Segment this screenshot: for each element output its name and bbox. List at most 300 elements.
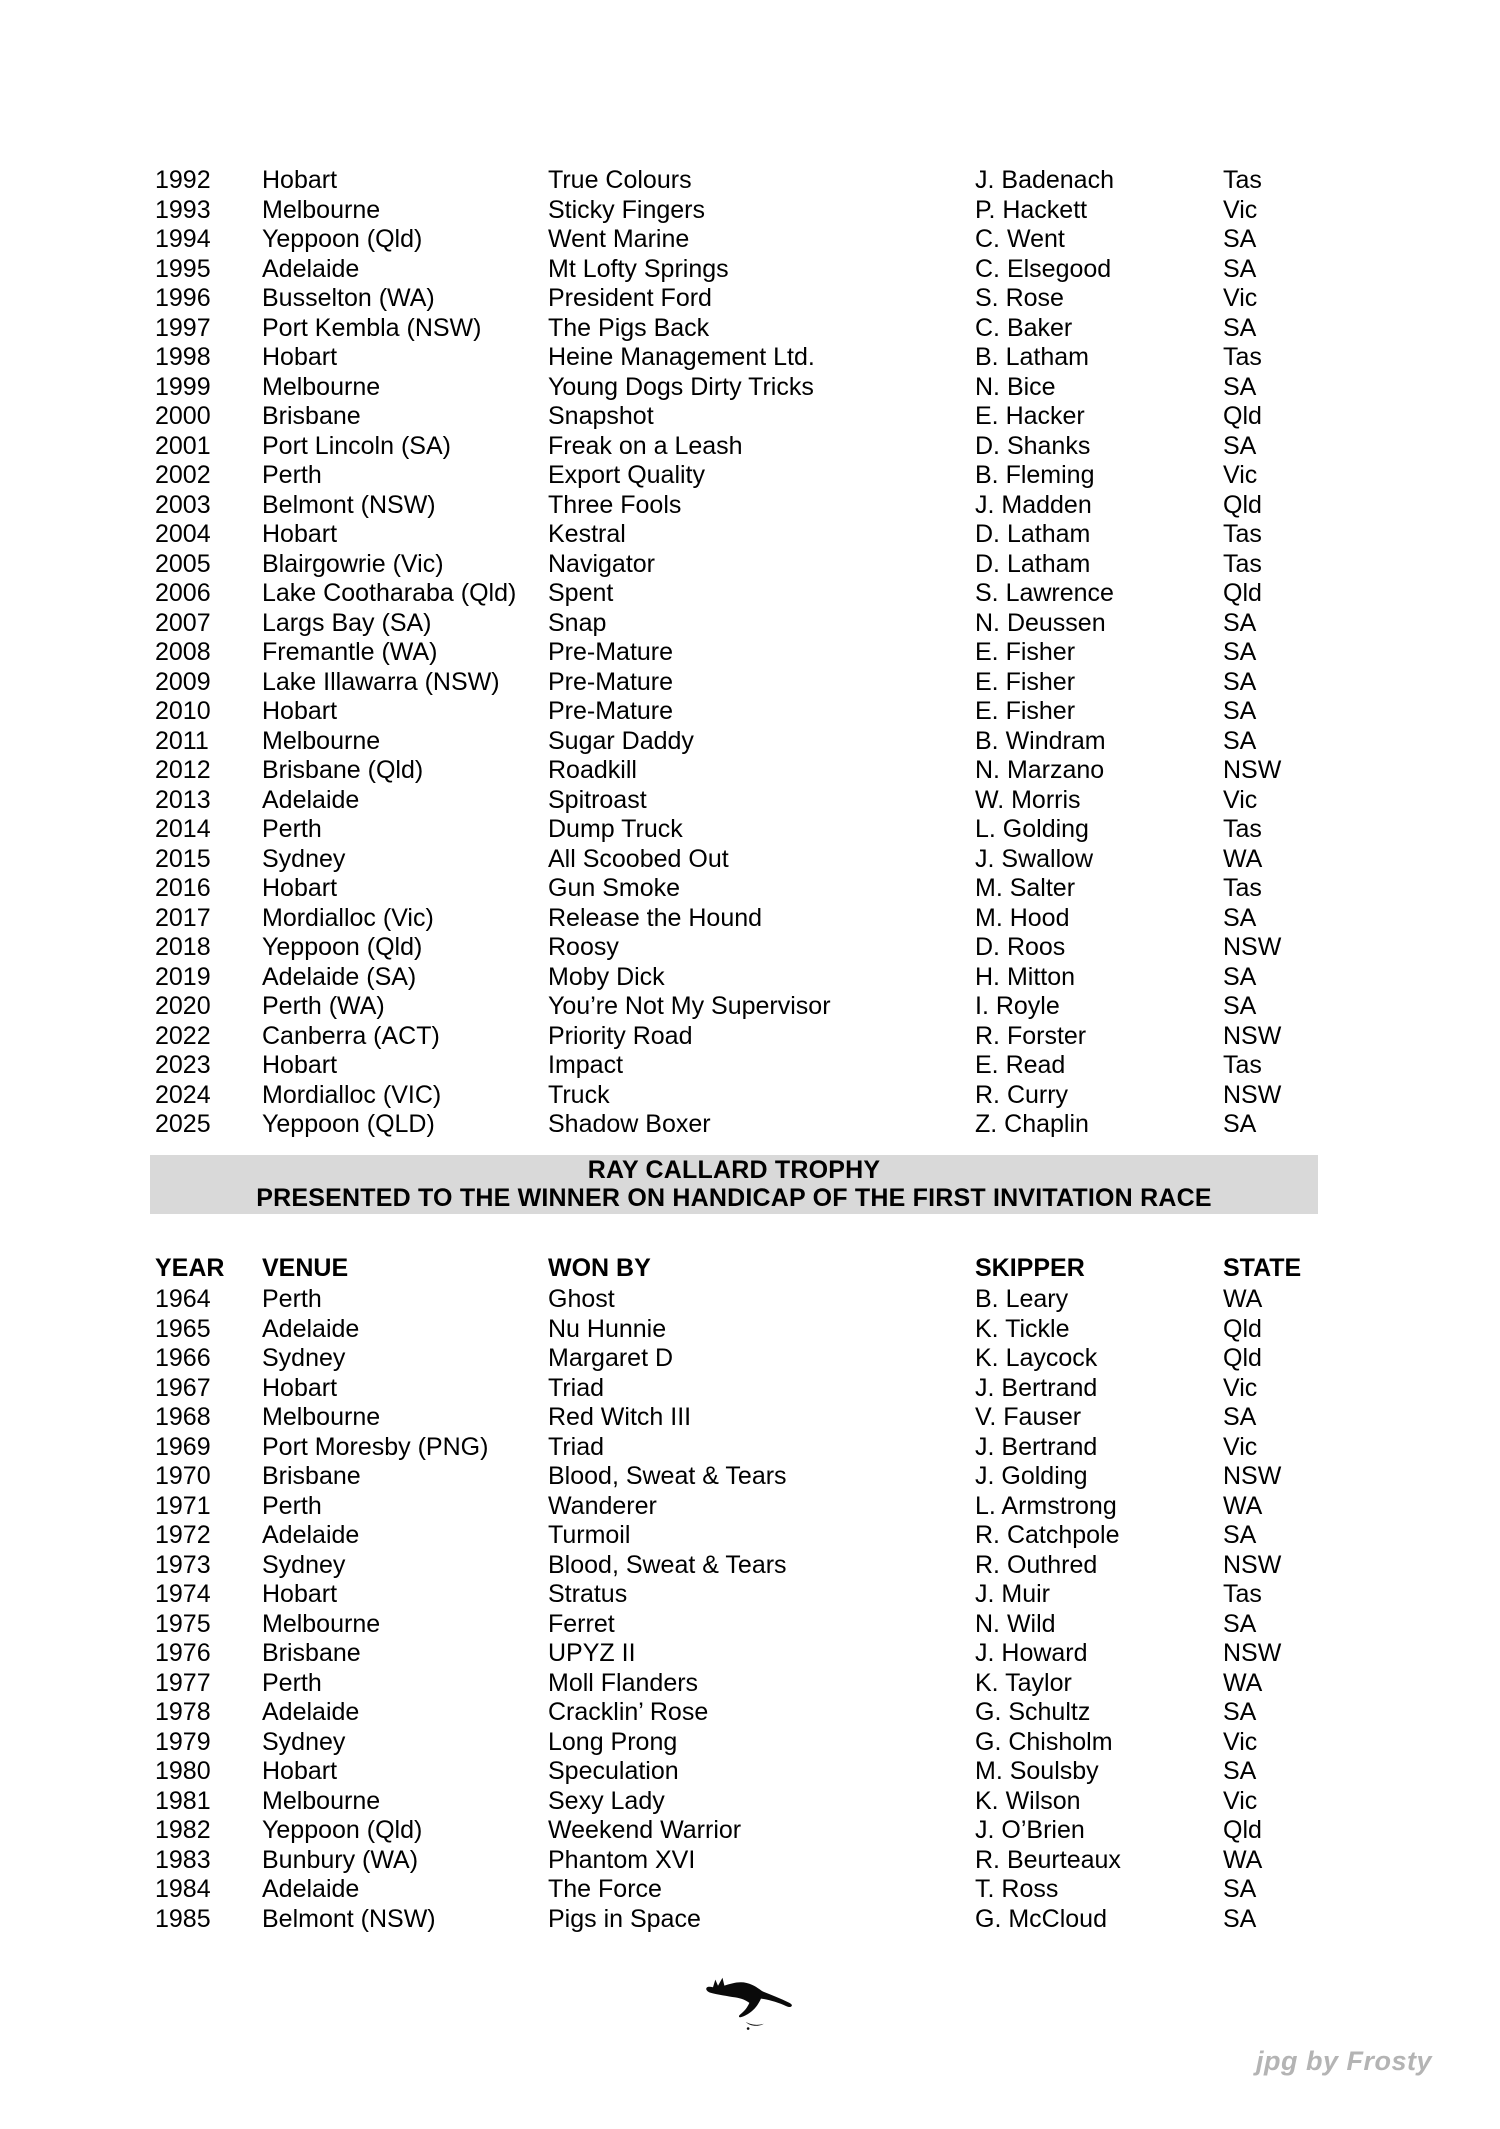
venue-cell: Belmont (NSW) [262, 1904, 436, 1933]
state-cell: Tas [1223, 874, 1262, 902]
won-by-cell: All Scoobed Out [548, 844, 729, 873]
state-cell: WA [1223, 1668, 1263, 1697]
table-row [155, 1639, 1395, 1669]
year-cell: 1975 [155, 1609, 211, 1638]
venue-cell: Adelaide (SA) [262, 962, 417, 991]
venue-cell: Port Kembla (NSW) [262, 313, 482, 342]
table-row [155, 373, 1395, 403]
skipper-cell: R. Curry [975, 1080, 1069, 1109]
won-by-cell: Blood, Sweat & Tears [548, 1462, 787, 1490]
skipper-cell: R. Outhred [975, 1550, 1098, 1579]
table-row [155, 1521, 1395, 1551]
year-cell: 2014 [155, 815, 211, 843]
won-by-cell: Roadkill [548, 756, 637, 784]
year-cell: 2020 [155, 992, 211, 1020]
state-cell: NSW [1223, 933, 1282, 961]
venue-cell: Port Lincoln (SA) [262, 431, 451, 460]
skipper-cell: S. Lawrence [975, 579, 1114, 607]
won-by-cell: Moby Dick [548, 962, 665, 991]
skipper-cell: J. O’Brien [975, 1816, 1085, 1844]
state-cell: SA [1223, 372, 1257, 401]
venue-cell: Hobart [262, 1373, 338, 1402]
skipper-cell: N. Deussen [975, 608, 1106, 637]
won-by-cell: Navigator [548, 549, 655, 578]
venue-cell: Yeppoon (Qld) [262, 225, 423, 253]
table-row [155, 166, 1395, 196]
table-row [155, 225, 1395, 255]
year-cell: 2016 [155, 874, 211, 902]
column-header-state: STATE [1223, 1254, 1302, 1282]
table-row [155, 579, 1395, 609]
year-cell: 2004 [155, 520, 211, 548]
table-row [155, 638, 1395, 668]
skipper-cell: M. Salter [975, 874, 1076, 902]
table-row [155, 550, 1395, 580]
year-cell: 2007 [155, 608, 211, 637]
state-cell: Qld [1223, 402, 1262, 430]
venue-cell: Lake Cootharaba (Qld) [262, 579, 517, 607]
state-cell: Vic [1223, 1432, 1258, 1461]
table-header-row [155, 1254, 1395, 1284]
venue-cell: Hobart [262, 166, 338, 194]
won-by-cell: You’re Not My Supervisor [548, 992, 831, 1020]
skipper-cell: J. Golding [975, 1462, 1088, 1490]
year-cell: 2010 [155, 697, 211, 725]
state-cell: SA [1223, 225, 1257, 253]
won-by-cell: Cracklin’ Rose [548, 1698, 709, 1726]
venue-cell: Largs Bay (SA) [262, 608, 432, 637]
skipper-cell: I. Royle [975, 992, 1060, 1020]
state-cell: Qld [1223, 579, 1262, 607]
won-by-cell: Three Fools [548, 490, 682, 519]
year-cell: 1969 [155, 1432, 211, 1461]
state-cell: Qld [1223, 490, 1262, 519]
skipper-cell: D. Latham [975, 549, 1091, 578]
skipper-cell: C. Baker [975, 313, 1073, 342]
venue-cell: Hobart [262, 520, 338, 548]
skipper-cell: E. Fisher [975, 697, 1076, 725]
won-by-cell: Release the Hound [548, 903, 763, 932]
table-row [155, 1610, 1395, 1640]
state-cell: NSW [1223, 756, 1282, 784]
skipper-cell: D. Latham [975, 520, 1091, 548]
year-cell: 1985 [155, 1904, 211, 1933]
won-by-cell: Mt Lofty Springs [548, 254, 729, 283]
venue-cell: Melbourne [262, 195, 381, 224]
table-row [155, 402, 1395, 432]
venue-cell: Adelaide [262, 1314, 360, 1343]
honour-roll-table-continued [155, 166, 1395, 1140]
state-cell: Tas [1223, 1580, 1262, 1608]
skipper-cell: W. Morris [975, 785, 1081, 814]
year-cell: 2008 [155, 638, 211, 666]
skipper-cell: M. Hood [975, 903, 1070, 932]
state-cell: Vic [1223, 1727, 1258, 1756]
skipper-cell: B. Windram [975, 726, 1106, 755]
venue-cell: Sydney [262, 844, 346, 873]
skipper-cell: Z. Chaplin [975, 1110, 1089, 1138]
year-cell: 1983 [155, 1845, 211, 1874]
won-by-cell: Gun Smoke [548, 874, 681, 902]
year-cell: 1999 [155, 372, 211, 401]
table-row [155, 815, 1395, 845]
table-row [155, 697, 1395, 727]
skipper-cell: N. Bice [975, 372, 1056, 401]
venue-cell: Hobart [262, 343, 338, 371]
state-cell: SA [1223, 431, 1257, 460]
venue-cell: Melbourne [262, 726, 381, 755]
year-cell: 1967 [155, 1373, 211, 1402]
table-row [155, 284, 1395, 314]
table-row [155, 874, 1395, 904]
venue-cell: Adelaide [262, 254, 360, 283]
state-cell: Vic [1223, 1373, 1258, 1402]
won-by-cell: Nu Hunnie [548, 1314, 667, 1343]
venue-cell: Hobart [262, 697, 338, 725]
skipper-cell: H. Mitton [975, 962, 1076, 991]
state-cell: WA [1223, 844, 1263, 873]
won-by-cell: Spent [548, 579, 614, 607]
column-header-won-by: WON BY [548, 1254, 651, 1282]
venue-cell: Adelaide [262, 785, 360, 814]
table-row [155, 609, 1395, 639]
table-row [155, 1403, 1395, 1433]
skipper-cell: E. Read [975, 1051, 1066, 1079]
venue-cell: Yeppoon (Qld) [262, 1816, 423, 1844]
won-by-cell: Triad [548, 1432, 605, 1461]
won-by-cell: Spitroast [548, 785, 647, 814]
table-row [155, 1462, 1395, 1492]
year-cell: 1964 [155, 1285, 211, 1313]
won-by-cell: Ferret [548, 1609, 615, 1638]
year-cell: 1997 [155, 313, 211, 342]
state-cell: NSW [1223, 1639, 1282, 1667]
year-cell: 2023 [155, 1051, 211, 1079]
won-by-cell: Wanderer [548, 1491, 657, 1520]
won-by-cell: Turmoil [548, 1521, 631, 1549]
skipper-cell: V. Fauser [975, 1403, 1082, 1431]
state-cell: SA [1223, 992, 1257, 1020]
won-by-cell: Dump Truck [548, 815, 683, 843]
skipper-cell: B. Latham [975, 343, 1089, 371]
state-cell: Vic [1223, 195, 1258, 224]
won-by-cell: Priority Road [548, 1021, 693, 1050]
table-row [155, 1905, 1395, 1935]
table-row [155, 1081, 1395, 1111]
state-cell: Tas [1223, 520, 1262, 548]
table-row [155, 1315, 1395, 1345]
section-banner [150, 1155, 1318, 1214]
won-by-cell: UPYZ II [548, 1639, 636, 1667]
won-by-cell: Impact [548, 1051, 624, 1079]
section-subtitle: PRESENTED TO THE WINNER ON HANDICAP OF THE FIRST INVITATION RACE [256, 1183, 1212, 1212]
year-cell: 2013 [155, 785, 211, 814]
year-cell: 1994 [155, 225, 211, 253]
year-cell: 1966 [155, 1344, 211, 1372]
table-row [155, 904, 1395, 934]
table-row [155, 1580, 1395, 1610]
won-by-cell: The Pigs Back [548, 313, 710, 342]
state-cell: Tas [1223, 549, 1262, 578]
year-cell: 2000 [155, 402, 211, 430]
won-by-cell: Sticky Fingers [548, 195, 705, 224]
skipper-cell: B. Leary [975, 1285, 1069, 1313]
won-by-cell: Truck [548, 1080, 610, 1109]
venue-cell: Perth [262, 1285, 322, 1313]
table-row [155, 1051, 1395, 1081]
skipper-cell: R. Catchpole [975, 1521, 1120, 1549]
won-by-cell: Freak on a Leash [548, 431, 743, 460]
won-by-cell: Snapshot [548, 402, 654, 430]
kangaroo-icon [703, 1970, 798, 2032]
year-cell: 2001 [155, 431, 211, 460]
won-by-cell: Long Prong [548, 1727, 678, 1756]
state-cell: SA [1223, 1904, 1257, 1933]
won-by-cell: Margaret D [548, 1344, 674, 1372]
table-row [155, 1787, 1395, 1817]
skipper-cell: B. Fleming [975, 461, 1095, 489]
state-cell: SA [1223, 726, 1257, 755]
venue-cell: Perth [262, 1668, 322, 1697]
won-by-cell: Heine Management Ltd. [548, 343, 815, 371]
won-by-cell: Pre-Mature [548, 667, 674, 696]
venue-cell: Hobart [262, 1757, 338, 1785]
state-cell: SA [1223, 667, 1257, 696]
state-cell: Vic [1223, 461, 1258, 489]
skipper-cell: J. Bertrand [975, 1373, 1098, 1402]
state-cell: Qld [1223, 1344, 1262, 1372]
state-cell: Tas [1223, 1051, 1262, 1079]
year-cell: 1976 [155, 1639, 211, 1667]
state-cell: SA [1223, 962, 1257, 991]
venue-cell: Yeppoon (QLD) [262, 1110, 435, 1138]
state-cell: Tas [1223, 815, 1262, 843]
table-row [155, 756, 1395, 786]
skipper-cell: R. Forster [975, 1021, 1087, 1050]
table-row [155, 1551, 1395, 1581]
won-by-cell: Weekend Warrior [548, 1816, 742, 1844]
year-cell: 2005 [155, 549, 211, 578]
year-cell: 2015 [155, 844, 211, 873]
won-by-cell: Pre-Mature [548, 697, 674, 725]
year-cell: 1965 [155, 1314, 211, 1343]
state-cell: SA [1223, 1403, 1257, 1431]
won-by-cell: Triad [548, 1373, 605, 1402]
won-by-cell: Young Dogs Dirty Tricks [548, 372, 814, 401]
skipper-cell: J. Bertrand [975, 1432, 1098, 1461]
year-cell: 1995 [155, 254, 211, 283]
skipper-cell: K. Wilson [975, 1786, 1081, 1815]
state-cell: SA [1223, 254, 1257, 283]
state-cell: NSW [1223, 1462, 1282, 1490]
skipper-cell: L. Golding [975, 815, 1089, 843]
column-header-venue: VENUE [262, 1254, 349, 1282]
venue-cell: Mordialloc (VIC) [262, 1080, 442, 1109]
skipper-cell: K. Taylor [975, 1668, 1072, 1697]
skipper-cell: J. Madden [975, 490, 1092, 519]
table-row [155, 196, 1395, 226]
skipper-cell: J. Badenach [975, 166, 1114, 194]
state-cell: Qld [1223, 1314, 1262, 1343]
watermark-text: jpg by Frosty [1256, 2046, 1433, 2076]
table-row [155, 1110, 1395, 1140]
year-cell: 1979 [155, 1727, 211, 1756]
year-cell: 1973 [155, 1550, 211, 1579]
venue-cell: Brisbane [262, 1639, 361, 1667]
table-row [155, 1374, 1395, 1404]
year-cell: 1984 [155, 1875, 211, 1903]
state-cell: SA [1223, 903, 1257, 932]
venue-cell: Hobart [262, 1051, 338, 1079]
table-row [155, 668, 1395, 698]
year-cell: 1971 [155, 1491, 211, 1520]
skipper-cell: E. Hacker [975, 402, 1085, 430]
skipper-cell: J. Swallow [975, 844, 1094, 873]
year-cell: 1996 [155, 284, 211, 312]
venue-cell: Busselton (WA) [262, 284, 435, 312]
state-cell: SA [1223, 1110, 1257, 1138]
table-row [155, 343, 1395, 373]
skipper-cell: M. Soulsby [975, 1757, 1099, 1785]
state-cell: Tas [1223, 343, 1262, 371]
state-cell: WA [1223, 1845, 1263, 1874]
venue-cell: Brisbane (Qld) [262, 756, 424, 784]
year-cell: 2003 [155, 490, 211, 519]
year-cell: 2019 [155, 962, 211, 991]
won-by-cell: True Colours [548, 166, 692, 194]
won-by-cell: Moll Flanders [548, 1668, 699, 1697]
year-cell: 2017 [155, 903, 211, 932]
skipper-cell: D. Shanks [975, 431, 1091, 460]
year-cell: 1982 [155, 1816, 211, 1844]
table-row [155, 1344, 1395, 1374]
won-by-cell: Went Marine [548, 225, 690, 253]
venue-cell: Perth (WA) [262, 992, 385, 1020]
table-row [155, 992, 1395, 1022]
venue-cell: Sydney [262, 1550, 346, 1579]
column-header-skipper: SKIPPER [975, 1254, 1085, 1282]
state-cell: Tas [1223, 166, 1262, 194]
won-by-cell: Sugar Daddy [548, 726, 694, 755]
won-by-cell: Red Witch III [548, 1403, 692, 1431]
state-cell: SA [1223, 608, 1257, 637]
year-cell: 2011 [155, 726, 209, 755]
won-by-cell: Pre-Mature [548, 638, 674, 666]
year-cell: 1970 [155, 1462, 211, 1490]
won-by-cell: Ghost [548, 1285, 615, 1313]
table-row [155, 1669, 1395, 1699]
table-row [155, 1285, 1395, 1315]
skipper-cell: K. Tickle [975, 1314, 1070, 1343]
venue-cell: Sydney [262, 1344, 346, 1372]
skipper-cell: G. Schultz [975, 1698, 1091, 1726]
won-by-cell: Export Quality [548, 461, 706, 489]
skipper-cell: J. Muir [975, 1580, 1050, 1608]
state-cell: Vic [1223, 785, 1258, 814]
column-header-year: YEAR [155, 1254, 225, 1282]
state-cell: SA [1223, 1757, 1257, 1785]
state-cell: Vic [1223, 1786, 1258, 1815]
table-row [155, 520, 1395, 550]
won-by-cell: The Force [548, 1875, 662, 1903]
table-row [155, 1022, 1395, 1052]
table-row [155, 255, 1395, 285]
table-row [155, 786, 1395, 816]
state-cell: Vic [1223, 284, 1258, 312]
year-cell: 2012 [155, 756, 211, 784]
venue-cell: Adelaide [262, 1698, 360, 1726]
won-by-cell: Sexy Lady [548, 1786, 665, 1815]
state-cell: SA [1223, 697, 1257, 725]
state-cell: SA [1223, 638, 1257, 666]
table-row [155, 963, 1395, 993]
venue-cell: Melbourne [262, 1786, 381, 1815]
state-cell: NSW [1223, 1021, 1282, 1050]
skipper-cell: N. Wild [975, 1609, 1056, 1638]
year-cell: 1998 [155, 343, 211, 371]
year-cell: 1974 [155, 1580, 211, 1608]
year-cell: 1981 [155, 1786, 211, 1815]
venue-cell: Perth [262, 1491, 322, 1520]
year-cell: 2002 [155, 461, 211, 489]
state-cell: NSW [1223, 1080, 1282, 1109]
skipper-cell: E. Fisher [975, 667, 1076, 696]
venue-cell: Canberra (ACT) [262, 1021, 440, 1050]
state-cell: WA [1223, 1285, 1263, 1313]
table-row [155, 1875, 1395, 1905]
state-cell: SA [1223, 1609, 1257, 1638]
won-by-cell: Roosy [548, 933, 619, 961]
skipper-cell: D. Roos [975, 933, 1066, 961]
won-by-cell: President Ford [548, 284, 712, 312]
venue-cell: Lake Illawarra (NSW) [262, 667, 500, 696]
venue-cell: Hobart [262, 1580, 338, 1608]
table-row [155, 1757, 1395, 1787]
venue-cell: Adelaide [262, 1521, 360, 1549]
venue-cell: Mordialloc (Vic) [262, 903, 434, 932]
venue-cell: Yeppoon (Qld) [262, 933, 423, 961]
table-row [155, 1728, 1395, 1758]
table-row [155, 461, 1395, 491]
venue-cell: Bunbury (WA) [262, 1845, 419, 1874]
won-by-cell: Shadow Boxer [548, 1110, 711, 1138]
venue-cell: Melbourne [262, 1609, 381, 1638]
year-cell: 1977 [155, 1668, 211, 1697]
table-row [155, 1846, 1395, 1876]
skipper-cell: R. Beurteaux [975, 1845, 1121, 1874]
won-by-cell: Phantom XVI [548, 1845, 696, 1874]
table-row [155, 1816, 1395, 1846]
venue-cell: Brisbane [262, 402, 361, 430]
won-by-cell: Stratus [548, 1580, 628, 1608]
year-cell: 2006 [155, 579, 211, 607]
year-cell: 1968 [155, 1403, 211, 1431]
venue-cell: Belmont (NSW) [262, 490, 436, 519]
venue-cell: Perth [262, 461, 322, 489]
venue-cell: Port Moresby (PNG) [262, 1432, 489, 1461]
venue-cell: Adelaide [262, 1875, 360, 1903]
table-row [155, 314, 1395, 344]
ray-callard-trophy-table [155, 1285, 1395, 1934]
table-row [155, 491, 1395, 521]
skipper-cell: J. Howard [975, 1639, 1088, 1667]
skipper-cell: S. Rose [975, 284, 1064, 312]
table-row [155, 1698, 1395, 1728]
won-by-cell: Blood, Sweat & Tears [548, 1550, 787, 1579]
state-cell: NSW [1223, 1550, 1282, 1579]
year-cell: 2009 [155, 667, 211, 696]
table-row [155, 845, 1395, 875]
